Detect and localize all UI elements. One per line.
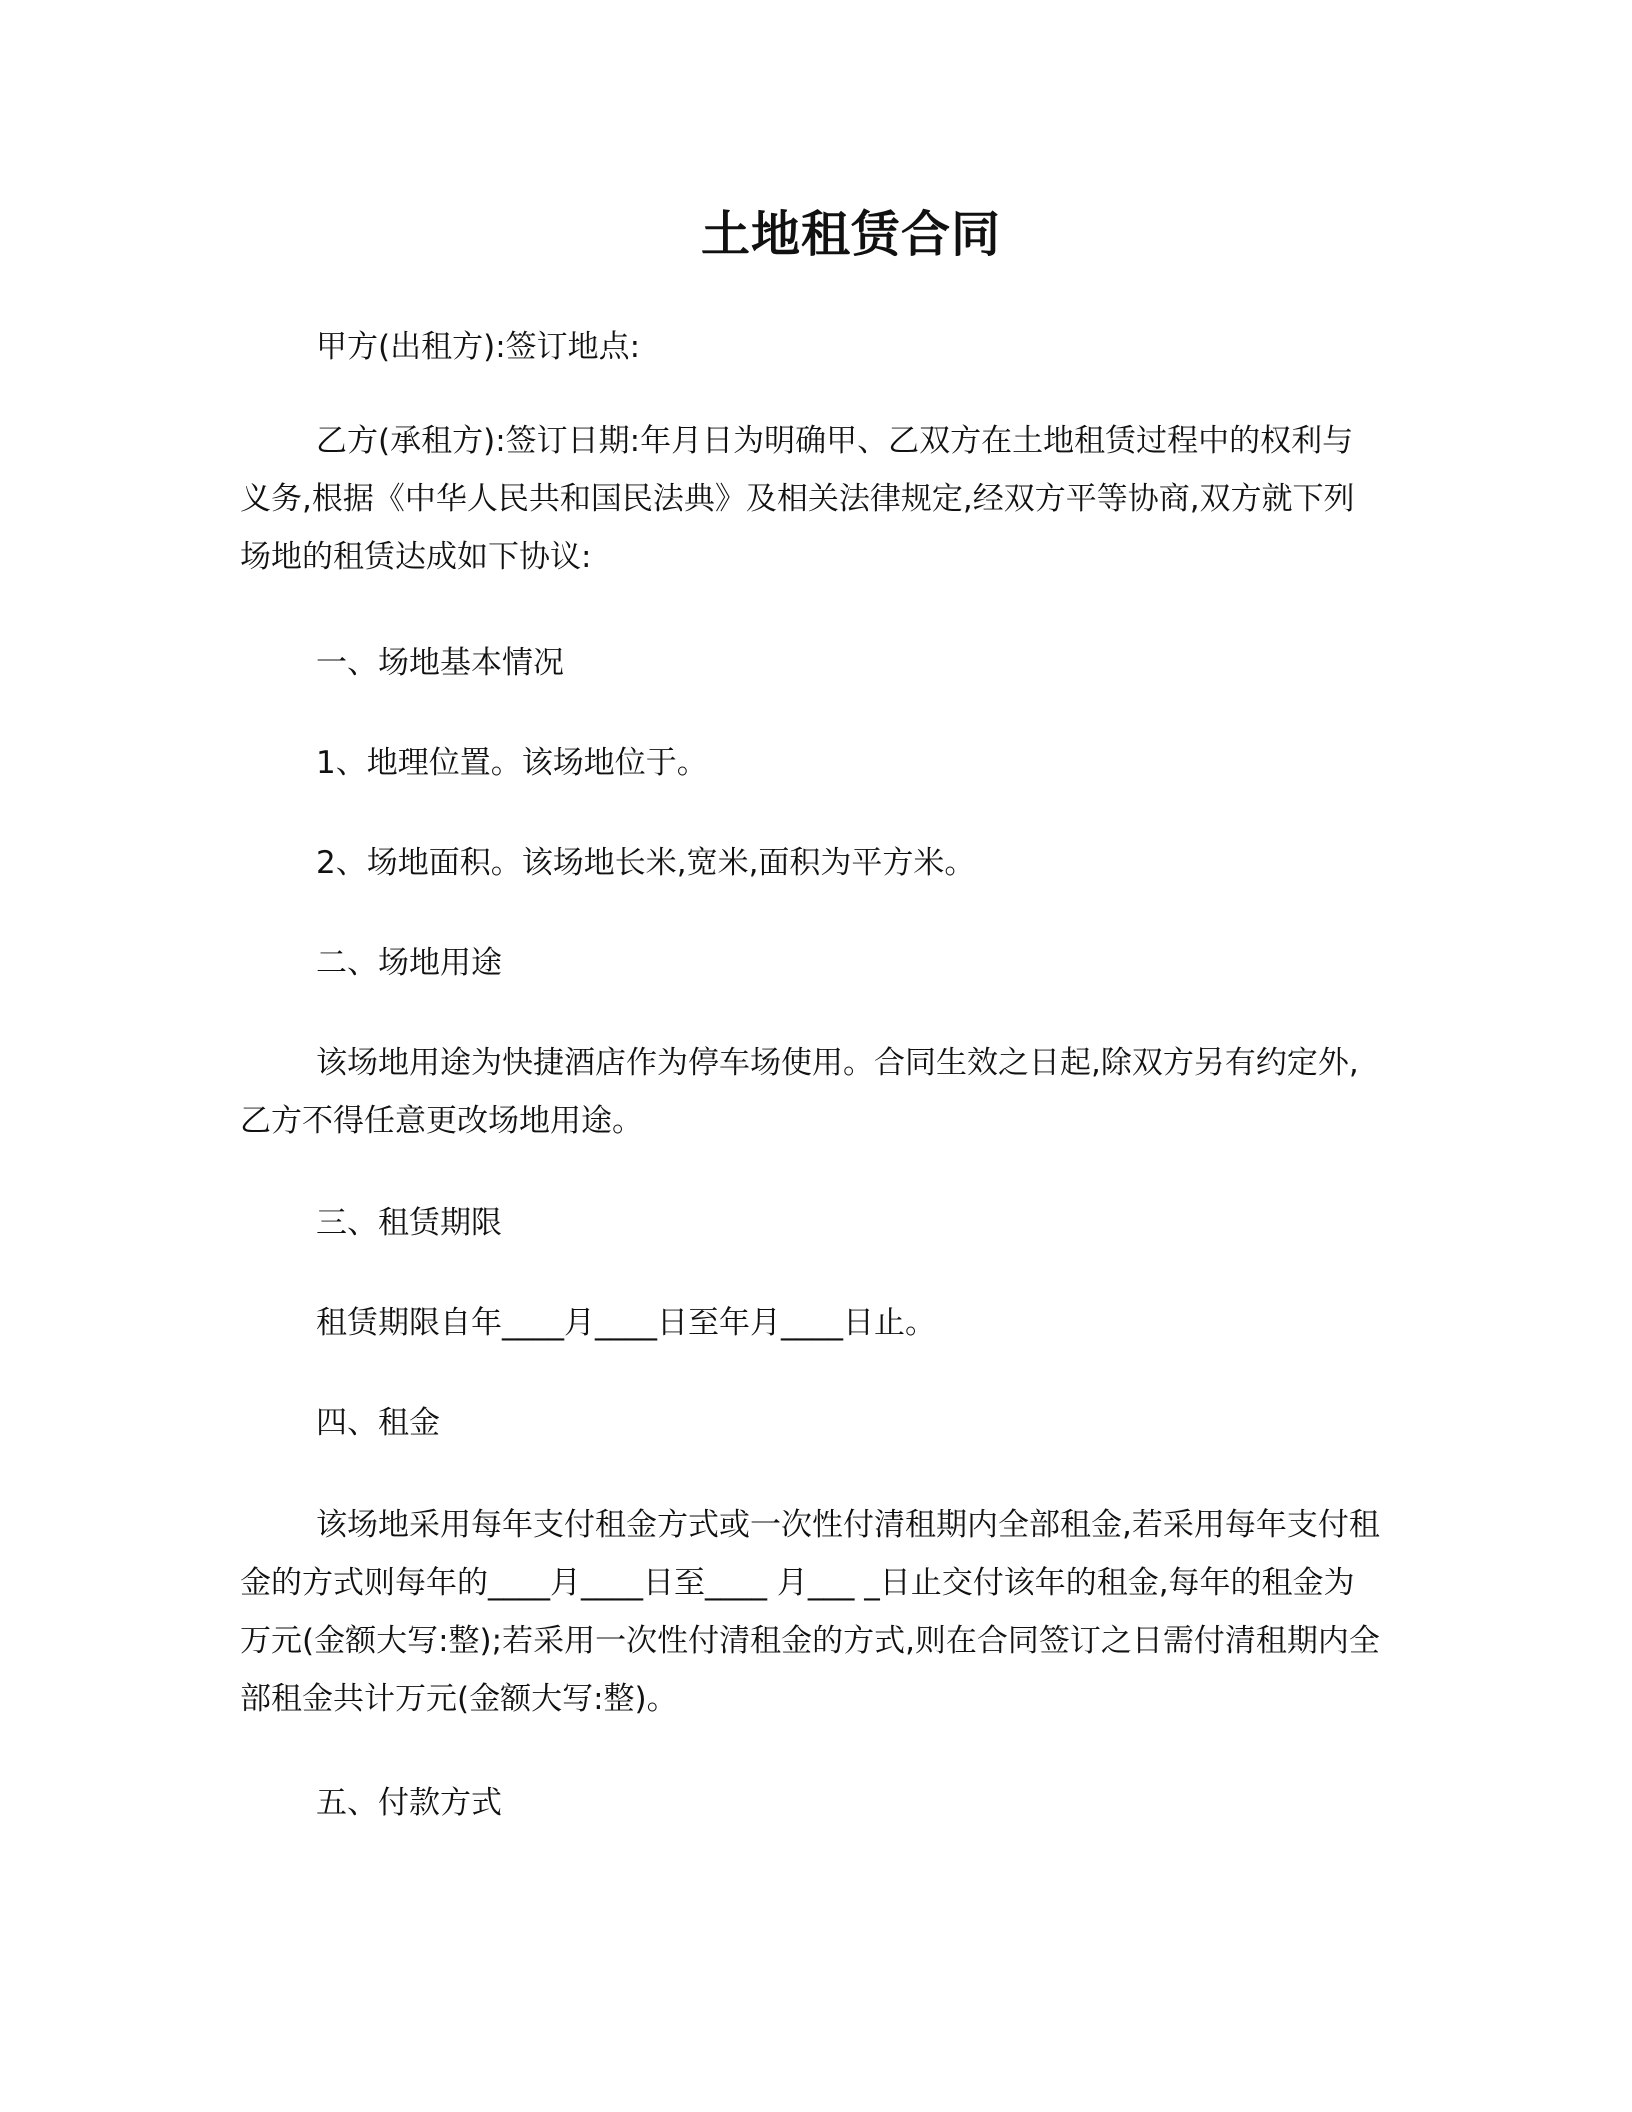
party-a-line: 甲方(出租方):签订地点: (316, 329, 641, 365)
clause-usage: 该场地用途为快捷酒店作为停车场使用。合同生效之日起,除双方另有约定外,乙方不得任意更改场地用途。 (240, 1045, 1359, 1139)
party-b-and-preamble: 乙方(承租方):签订日期:年月日为明确甲、乙双方在土地租赁过程中的权利与义务,根据《中华人民共和国民法典》及相关法律规定,经双方平等协商,双方就下列场地的租赁达成如下协议: (240, 423, 1355, 575)
clause-rent: 该场地采用每年支付租金方式或一次性付清租期内全部租金,若采用每年支付租金的方式则每年的____月____日至____ 月___ _日止交付该年的租金,每年的租金为万元(金额大写:整);若采用一次性付清租金的方式,则在合同签订之日需付清租期内全部租金共计万元(金额大写:整)。 (240, 1507, 1380, 1717)
section-heading-2: 二、场地用途 (316, 945, 502, 981)
clause-area: 2、场地面积。该场地长米,宽米,面积为平方米。 (316, 845, 976, 881)
section-heading-3: 三、租赁期限 (316, 1205, 502, 1241)
clause-term: 租赁期限自年____月____日至年月____日止。 (316, 1305, 936, 1341)
section-heading-1: 一、场地基本情况 (316, 645, 564, 681)
section-heading-5: 五、付款方式 (316, 1785, 502, 1821)
document-title: 土地租赁合同 (700, 206, 1001, 263)
section-heading-4: 四、租金 (316, 1405, 440, 1441)
clause-location: 1、地理位置。该场地位于。 (316, 745, 708, 781)
